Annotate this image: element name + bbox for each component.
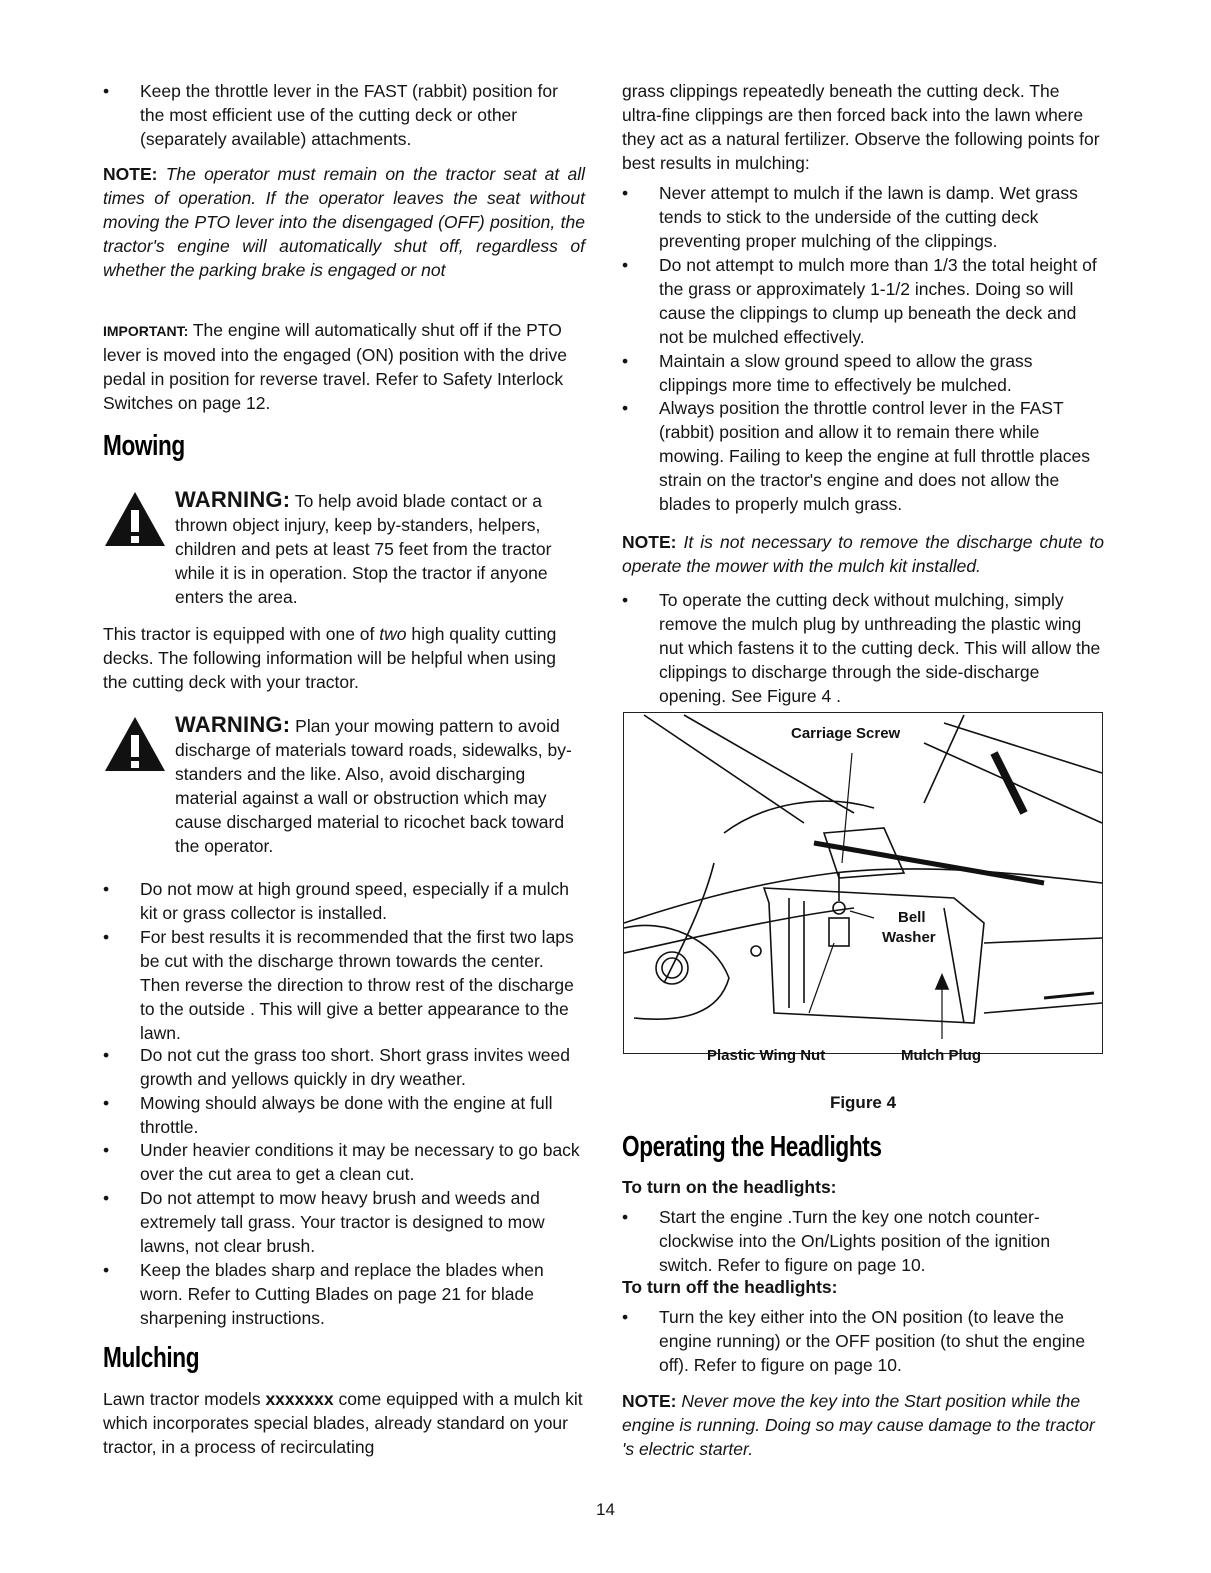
callout-bell: Bell — [898, 909, 926, 926]
note-label: NOTE: — [103, 164, 158, 184]
list-item — [103, 1091, 585, 1139]
important-paragraph — [103, 318, 585, 415]
list-item — [622, 349, 1104, 397]
bullet: • — [622, 351, 629, 371]
list-item-text: Never attempt to mulch if the lawn is damp. Wet grass tends to stick to the underside of the cutting deck preventing proper mulching of the clippings. — [659, 183, 1078, 251]
model-number: xxxxxxx — [265, 1389, 334, 1409]
callout-plastic-wing-nut: Plastic Wing Nut — [707, 1047, 826, 1064]
list-item — [622, 253, 1104, 349]
note-label: NOTE: — [622, 532, 677, 552]
list-item — [622, 1205, 1104, 1277]
list-item — [103, 877, 585, 925]
list-item — [103, 1138, 585, 1186]
list-item-text: Do not cut the grass too short. Short grass invites weed growth and yellows quickly in dry weather. — [140, 1045, 570, 1089]
bullet: • — [622, 183, 629, 203]
warning-block — [103, 713, 585, 858]
note-paragraph — [622, 530, 1104, 578]
page-number: 14 — [596, 1500, 615, 1519]
list-item-text: Do not attempt to mow heavy brush and weeds and extremely tall grass. Your tractor is designed to mow lawns, not clear brush. — [140, 1188, 545, 1256]
paragraph-text: high quality cutting decks. The following information will be helpful when using the cutting deck with your tractor. — [103, 624, 557, 692]
bullet: • — [103, 879, 110, 899]
bullet: • — [622, 1207, 629, 1227]
note-paragraph — [622, 1389, 1104, 1461]
callout-carriage-screw: Carriage Screw — [791, 725, 901, 742]
section-heading-mulching: Mulching — [103, 1342, 200, 1374]
list-item — [103, 925, 585, 1045]
bullet: • — [103, 1093, 110, 1113]
note-text: The operator must remain on the tractor seat at all times of operation. If the operator leaves the seat without moving the PTO lever into the disengaged (OFF) position, the tractor's engine will automatically shut off, regardless of whether the parking brake is engaged or not — [103, 164, 585, 280]
callout-washer: Washer — [882, 929, 936, 946]
bullet: • — [103, 1260, 110, 1280]
paragraph-text: Lawn tractor models — [103, 1389, 266, 1409]
list-item — [622, 396, 1104, 516]
bullet: • — [103, 1140, 110, 1160]
section-heading-headlights: Operating the Headlights — [622, 1131, 882, 1163]
important-label: IMPORTANT: — [103, 323, 189, 339]
bullet: • — [103, 1045, 110, 1065]
list-item-text: Keep the throttle lever in the FAST (rabbit) position for the most efficient use of the cutting deck or other (separately available) attachments. — [140, 81, 558, 149]
mulch-plug-diagram — [624, 713, 1102, 1053]
warning-label: WARNING: — [175, 487, 291, 512]
list-item — [103, 1258, 585, 1330]
list-item-text: To operate the cutting deck without mulching, simply remove the mulch plug by unthreading the plastic wing nut which fastens it to the cutting deck. This will allow the clippings to discharge through the side-discharge opening. See Figure 4 . — [659, 590, 1101, 706]
list-item-text: Keep the blades sharp and replace the blades when worn. Refer to Cutting Blades on page 21 for blade sharpening instructions. — [140, 1260, 544, 1328]
figure-caption: Figure 4 — [829, 1093, 897, 1112]
bullet: • — [622, 255, 629, 275]
mulching-paragraph — [103, 1387, 585, 1459]
bullet: • — [103, 1188, 110, 1208]
list-item-text: Always position the throttle control lever in the FAST (rabbit) position and allow it to remain there while mowing. Failing to keep the engine at full throttle places strain on the tractor's engine and does not allow the blades to properly mulch grass. — [659, 398, 1090, 514]
list-item-text: Maintain a slow ground speed to allow the grass clippings more time to effectively be mulched. — [659, 351, 1033, 395]
callout-mulch-plug: Mulch Plug — [901, 1047, 981, 1064]
paragraph-text: This tractor is equipped with one of — [103, 624, 380, 644]
list-item — [103, 1186, 585, 1258]
warning-text: To help avoid blade contact or a thrown object injury, keep by-standers, helpers, children and pets at least 75 feet from the tractor while it is in operation. Stop the tractor if anyone enters the area. — [175, 491, 552, 607]
list-item-text: Start the engine .Turn the key one notch counter-clockwise into the On/Lights position of the ignition switch. Refer to figure on page 10. — [659, 1207, 1051, 1275]
note-text: It is not necessary to remove the discharge chute to operate the mower with the mulch kit installed. — [622, 532, 1104, 576]
continued-paragraph: grass clippings repeatedly beneath the cutting deck. The ultra-fine clippings are then forced back into the lawn where they act as a natural fertilizer. Observe the following points for best results in mulching: — [622, 81, 1100, 173]
bullet: • — [103, 927, 110, 947]
warning-label: WARNING: — [175, 712, 291, 737]
list-item-text: Turn the key either into the ON position (to leave the engine running) or the OFF position (to shut the engine off). Refer to figure on page 10. — [659, 1307, 1086, 1375]
section-heading-mowing: Mowing — [103, 430, 185, 462]
note-label: NOTE: — [622, 1391, 677, 1411]
list-item — [622, 181, 1104, 253]
list-item-text: Do not mow at high ground speed, especially if a mulch kit or grass collector is installed. — [140, 879, 569, 923]
list-item-text: Mowing should always be done with the engine at full throttle. — [140, 1093, 553, 1137]
subheading-turn-off: To turn off the headlights: — [622, 1277, 838, 1297]
list-item — [103, 1043, 585, 1091]
warning-triangle-icon — [103, 715, 167, 773]
important-text: The engine will automatically shut off if the PTO lever is moved into the engaged (ON) position with the drive pedal in position for reverse travel. Refer to Safety Interlock Switches on page 12. — [103, 320, 567, 413]
bullet: • — [622, 1307, 629, 1327]
note-text: Never move the key into the Start position while the engine is running. Doing so may cause damage to the tractor 's electric starter. — [622, 1391, 1095, 1459]
paragraph-emphasis: two — [379, 624, 407, 644]
warning-triangle-icon — [103, 490, 167, 548]
list-item-text: Do not attempt to mulch more than 1/3 the total height of the grass or approximately 1-1/2 inches. Doing so will cause the clippings to clump up beneath the deck and not be mulched effectively. — [659, 255, 1097, 347]
note-paragraph — [103, 162, 585, 282]
list-item-text: For best results it is recommended that the first two laps be cut with the discharge thrown towards the center. Then reverse the direction to throw rest of the discharge to the outside . This will give a better appearance to the lawn. — [140, 927, 574, 1043]
bullet: • — [103, 81, 110, 101]
figure-4-illustration — [623, 712, 1103, 1064]
intro-paragraph — [103, 622, 585, 694]
subheading-turn-on: To turn on the headlights: — [622, 1177, 837, 1197]
bullet: • — [622, 590, 629, 610]
warning-text: Plan your mowing pattern to avoid discharge of materials toward roads, sidewalks, by-standers and the like. Also, avoid discharging material against a wall or obstruction which may cause discharged material to ricochet back toward the operator. — [175, 716, 572, 856]
list-item — [103, 79, 585, 151]
warning-block — [103, 488, 585, 609]
bullet: • — [622, 398, 629, 418]
list-item-text: Under heavier conditions it may be necessary to go back over the cut area to get a clean cut. — [140, 1140, 580, 1184]
list-item — [622, 1305, 1104, 1377]
list-item — [622, 588, 1104, 708]
paragraph-text: come equipped with a mulch kit which incorporates special blades, already standard on your tractor, in a process of recirculating — [103, 1389, 583, 1457]
